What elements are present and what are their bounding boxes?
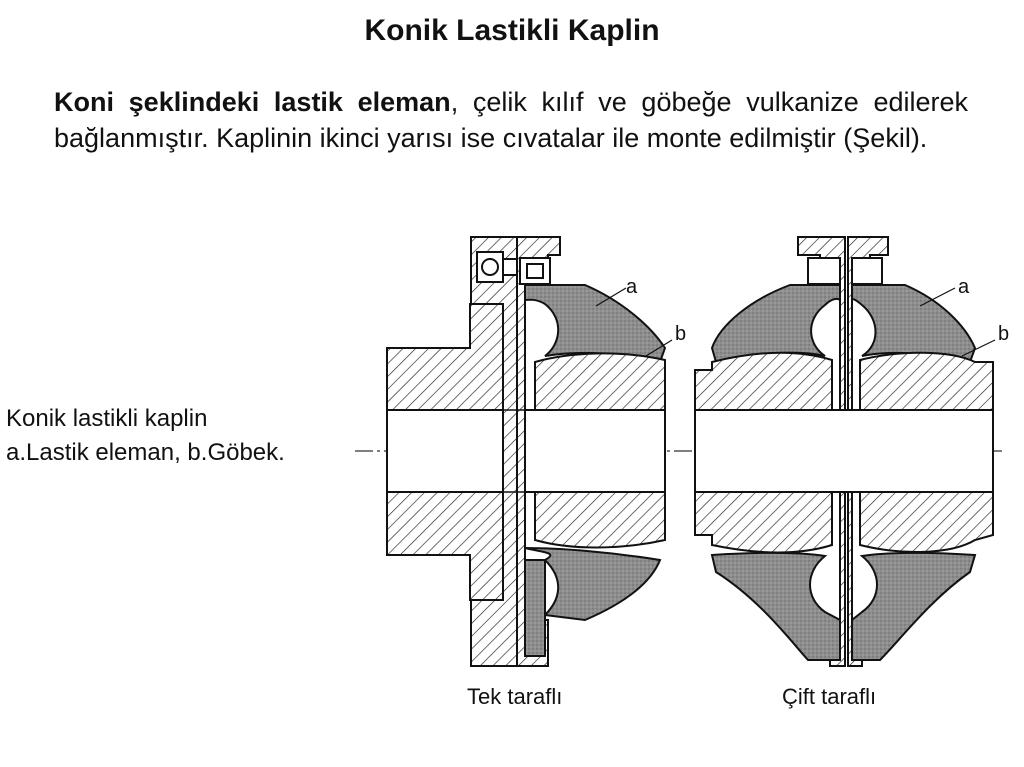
right-bore: [525, 410, 665, 492]
callout-b-double: b: [998, 323, 1010, 345]
figure-label-double: Çift taraflı: [782, 684, 877, 709]
slide-title: Konik Lastikli Kaplin: [364, 14, 660, 47]
single-sided-coupling: [387, 237, 665, 666]
figure-label-single: Tek taraflı: [467, 684, 563, 709]
left-hub-lower: [387, 492, 503, 600]
right-hub-upper: [535, 353, 665, 410]
callout-a-single: a: [626, 276, 638, 298]
double-sided-coupling: [695, 237, 993, 666]
rubber-right-upper: [852, 285, 975, 362]
body-text-rest: , çelik kılıf ve göbeğe vulkanize edilerek bağlanmıştır. Kaplinin ikinci yarısı ise cıvatalar ile monte edilmiştir (Şekil).: [54, 87, 968, 153]
bore-double: [695, 410, 993, 492]
caption-line-1: Konik lastikli kaplin: [6, 405, 208, 432]
right-hub-lower-double: [860, 492, 993, 552]
left-hub-upper: [387, 304, 503, 410]
callout-a-double: a: [958, 276, 970, 298]
left-hub-lower-double: [695, 492, 832, 553]
caption-line-2: a.Lastik eleman, b.Göbek.: [6, 439, 285, 466]
callout-b-single: b: [675, 323, 687, 345]
left-hub-upper-double: [695, 353, 832, 410]
rubber-left-lower: [712, 553, 840, 660]
right-hub-lower: [535, 492, 665, 548]
rubber-right-lower: [852, 553, 975, 660]
left-bore-upper: [387, 410, 503, 492]
right-hub-upper-double: [860, 353, 993, 410]
rubber-left-upper: [712, 285, 840, 362]
rubber-element-upper: [525, 285, 665, 362]
body-bold-phrase: Koni şeklindeki lastik eleman: [54, 87, 451, 117]
